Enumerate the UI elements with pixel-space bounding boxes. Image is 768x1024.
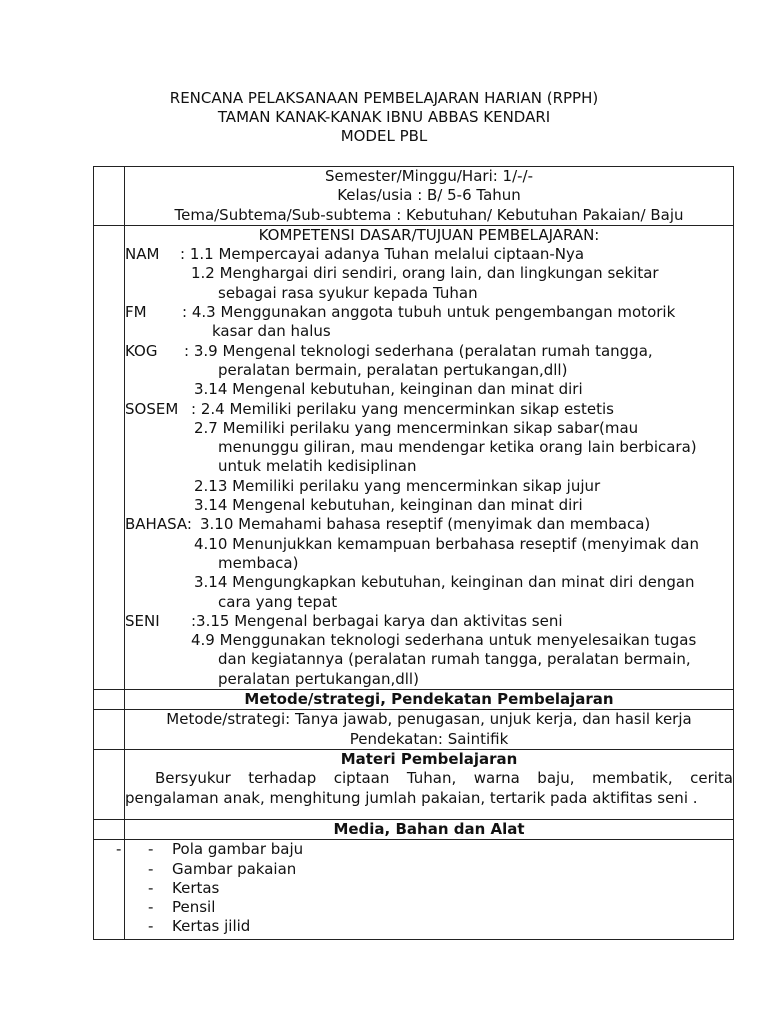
- media-left-dash: -: [116, 840, 122, 859]
- kd-sosem-4: 3.14 Mengenal kebutuhan, keinginan dan minat diri: [194, 496, 583, 515]
- pendekatan: Pendekatan: Saintifik: [349, 729, 509, 748]
- kd-fm-1: FM : 4.3 Menggunakan anggota tubuh untuk pengembangan motorik: [125, 303, 676, 322]
- document-header: [0, 89, 768, 146]
- kd-label-seni: SENI: [125, 611, 160, 630]
- kd-label-sosem: SOSEM: [125, 399, 179, 418]
- media-heading: Media, Bahan dan Alat: [333, 819, 525, 838]
- kd-label-kog: KOG: [125, 341, 158, 360]
- kd-kog-1b: peralatan bermain, peralatan pertukangan,dll): [218, 360, 568, 379]
- kd-nam-2b: sebagai rasa syukur kepada Tuhan: [218, 283, 478, 302]
- materi-row: [94, 749, 734, 819]
- kd-bahasa-1: BAHASA: 3.10 Memahami bahasa reseptif (menyimak dan membaca): [125, 515, 651, 534]
- metode-heading: Metode/strategi, Pendekatan Pembelajaran: [244, 690, 614, 709]
- kd-bahasa-3b: cara yang tepat: [218, 592, 338, 611]
- kompetensi-row: [94, 225, 734, 689]
- kd-sosem-2: 2.7 Memiliki perilaku yang mencerminkan sikap sabar(mau: [194, 418, 639, 437]
- kd-seni-2: 4.9 Menggunakan teknologi sederhana untuk menyelesaikan tugas: [191, 631, 697, 650]
- kd-nam-1: NAM : 1.1 Mempercayai adanya Tuhan melalui ciptaan-Nya: [125, 245, 585, 264]
- header-school: TAMAN KANAK-KANAK IBNU ABBAS KENDARI: [217, 108, 551, 126]
- kompetensi-left-cell: [94, 225, 125, 689]
- materi-line-1: Bersyukur terhadap ciptaan Tuhan, warna baju, membatik, cerita: [155, 769, 733, 788]
- media-list: [125, 840, 734, 940]
- list-item: - Kertas jilid: [148, 917, 251, 936]
- info-cell: [125, 167, 734, 226]
- list-item: - Pola gambar baju: [148, 840, 304, 859]
- kd-sosem-3: 2.13 Memiliki perilaku yang mencerminkan sikap jujur: [194, 476, 601, 495]
- metode-heading-row: [94, 690, 734, 710]
- kd-bahasa-3: 3.14 Mengungkapkan kebutuhan, keinginan dan minat diri dengan: [194, 573, 695, 592]
- kd-sosem-1: SOSEM : 2.4 Memiliki perilaku yang mencerminkan sikap estetis: [125, 399, 614, 418]
- kd-seni-2b: dan kegiatannya (peralatan rumah tangga, peralatan bermain,: [218, 650, 691, 669]
- rpph-table: [93, 166, 734, 940]
- metode-strategi: Metode/strategi: Tanya jawab, penugasan, unjuk kerja, dan hasil kerja: [166, 710, 692, 729]
- header-model: MODEL PBL: [340, 127, 428, 145]
- info-left-cell: [94, 167, 125, 226]
- kompetensi-cell: [125, 225, 734, 689]
- list-item: - Kertas: [148, 878, 220, 897]
- kd-sosem-2c: untuk melatih kedisiplinan: [218, 457, 417, 476]
- kd-kog-2: 3.14 Mengenal kebutuhan, keinginan dan minat diri: [194, 380, 583, 399]
- tema-line: Tema/Subtema/Sub-subtema : Kebutuhan/ Kebutuhan Pakaian/ Baju: [174, 205, 684, 224]
- kd-bahasa-2: 4.10 Menunjukkan kemampuan berbahasa reseptif (menyimak dan: [194, 534, 699, 553]
- kd-nam-2: 1.2 Menghargai diri sendiri, orang lain, dan lingkungan sekitar: [191, 264, 659, 283]
- kd-sosem-2b: menunggu giliran, mau mendengar ketika orang lain berbicara): [218, 438, 697, 457]
- media-heading-row: [94, 819, 734, 839]
- info-row: [94, 167, 734, 226]
- list-item: - Pensil: [148, 898, 216, 917]
- header-title: RENCANA PELAKSANAAN PEMBELAJARAN HARIAN (RPPH): [169, 89, 599, 107]
- semester-line: Semester/Minggu/Hari: 1/-/-: [324, 167, 534, 185]
- kelas-line: Kelas/usia : B/ 5-6 Tahun: [337, 186, 521, 205]
- kd-label-nam: NAM: [125, 245, 160, 264]
- kd-fm-1b: kasar dan halus: [212, 322, 331, 341]
- kd-label-bahasa: BAHASA:: [125, 515, 192, 534]
- kd-seni-2c: peralatan pertukangan,dll): [218, 669, 419, 688]
- media-row: [94, 840, 734, 940]
- kd-kog-1: KOG : 3.9 Mengenal teknologi sederhana (peralatan rumah tangga,: [125, 341, 653, 360]
- kompetensi-title: KOMPETENSI DASAR/TUJUAN PEMBELAJARAN:: [258, 225, 600, 244]
- kd-seni-1: SENI :3.15 Mengenal berbagai karya dan aktivitas seni: [125, 611, 563, 630]
- metode-row: [94, 710, 734, 750]
- materi-heading: Materi Pembelajaran: [340, 749, 518, 768]
- list-item: - Gambar pakaian: [148, 859, 297, 878]
- kd-label-fm: FM: [125, 303, 147, 322]
- kd-bahasa-2b: membaca): [218, 553, 299, 572]
- materi-line-2: pengalaman anak, menghitung jumlah pakaian, tertarik pada aktifitas seni .: [125, 788, 698, 807]
